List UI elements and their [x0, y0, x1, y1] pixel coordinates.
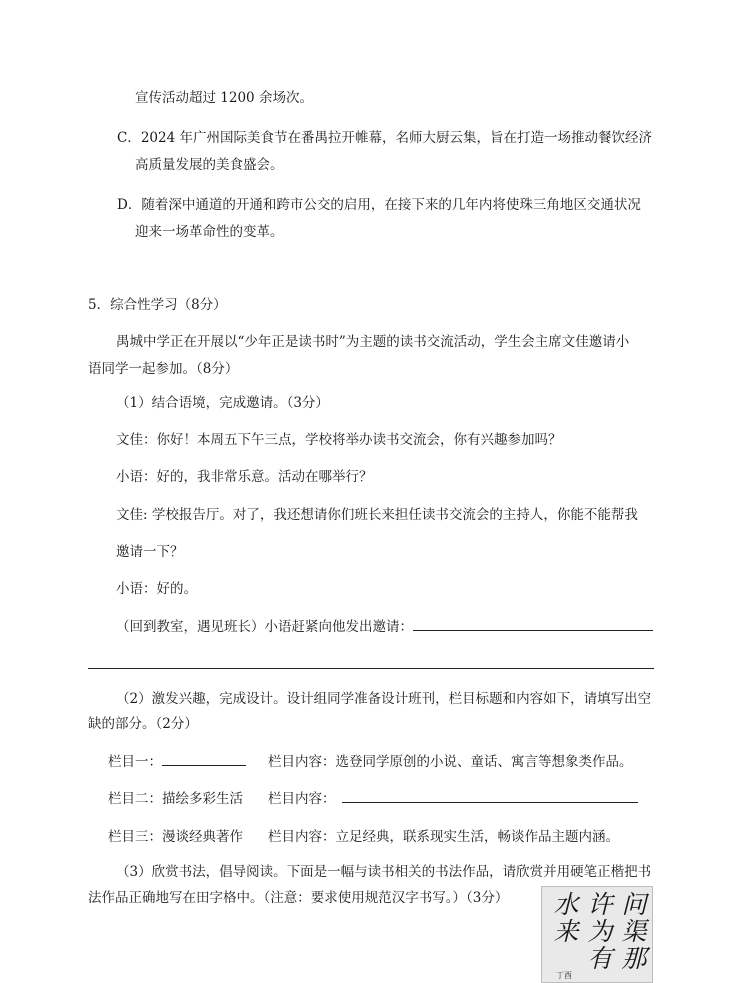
column-row-2-content: [268, 790, 638, 808]
invitation-answer-line[interactable]: [88, 668, 654, 669]
part1-title: （1）结合语境，完成邀请。（3分）: [116, 395, 329, 411]
dialog-line: 邀请一下？: [116, 544, 184, 560]
part2-title-line1: （2）激发兴趣，完成设计。设计组同学准备设计班刊，栏目标题和内容如下，请填写出空: [116, 691, 652, 707]
calligraphy-column: 问渠那: [621, 890, 647, 973]
content-label: 栏目内容：: [268, 791, 336, 807]
content-text: 选登同学原创的小说、童话、寓言等想象类作品。: [335, 754, 633, 770]
content-text: 立足经典，联系现实生活，畅谈作品主题内涵。: [335, 829, 619, 845]
column-1-title-blank[interactable]: [162, 765, 246, 766]
calligraphy-artwork: [541, 886, 653, 983]
invitation-prompt: [116, 618, 653, 636]
dialog-line: 文佳: 学校报告厅。对了，我还想请你们班长来担任读书交流会的主持人，你能不能帮我: [116, 507, 638, 523]
part3-title-line2: 法作品正确地写在田字格中。（注意：要求使用规范汉字书写。）（3分）: [88, 890, 509, 906]
calligraphy-column: 水来: [553, 890, 579, 946]
column-label: 栏目二：: [108, 791, 162, 807]
invitation-prompt-text: （回到教室，遇见班长）小语赶紧向他发出邀请：: [116, 619, 413, 635]
dialog-line: 小语：好的。: [116, 581, 197, 597]
content-label: 栏目内容：: [268, 754, 336, 770]
column-label: 栏目一：: [108, 754, 162, 770]
column-row-3-content: [268, 828, 619, 846]
option-d-line1: D．随着深中通道的开通和跨市公交的启用，在接下来的几年内将使珠三角地区交通状况: [117, 197, 641, 213]
column-title: 漫谈经典著作: [162, 829, 243, 845]
column-row-3: [108, 828, 243, 846]
column-2-content-blank[interactable]: [342, 802, 638, 803]
intro-line1: 禺城中学正在开展以“少年正是读书时”为主题的读书交流活动，学生会主席文佳邀请小: [116, 334, 630, 350]
option-c-line2: 高质量发展的美食盛会。: [135, 157, 284, 173]
dialog-line: 文佳：你好！本周五下午三点，学校将举办读书交流会，你有兴趣参加吗？: [116, 432, 562, 448]
invitation-answer-blank[interactable]: [413, 630, 653, 631]
column-row-1-content: [268, 753, 633, 771]
dialog-line: 小语：好的，我非常乐意。活动在哪举行？: [116, 469, 373, 485]
column-label: 栏目三：: [108, 829, 162, 845]
intro-line2: 语同学一起参加。（8分）: [88, 361, 239, 377]
calligraphy-column: 许为有: [587, 890, 613, 973]
part2-title-line2: 缺的部分。（2分）: [88, 716, 198, 732]
column-row-1: [108, 753, 246, 771]
content-label: 栏目内容：: [268, 829, 336, 845]
option-c-line1: C．2024 年广州国际美食节在番禺拉开帷幕，名师大厨云集，旨在打造一场推动餐饮经济: [117, 130, 652, 146]
question-5-heading: 5．综合性学习（8分）: [88, 297, 227, 313]
column-row-2: [108, 790, 243, 808]
column-title: 描绘多彩生活: [162, 791, 243, 807]
calligraphy-signature: 丁酉: [556, 971, 572, 980]
part3-title-line1: （3）欣赏书法，倡导阅读。下面是一幅与读书相关的书法作品，请欣赏并用硬笔正楷把书: [116, 864, 652, 880]
option-b-tail: 宣传活动超过 1200 余场次。: [135, 90, 313, 106]
option-d-line2: 迎来一场革命性的变革。: [135, 224, 284, 240]
